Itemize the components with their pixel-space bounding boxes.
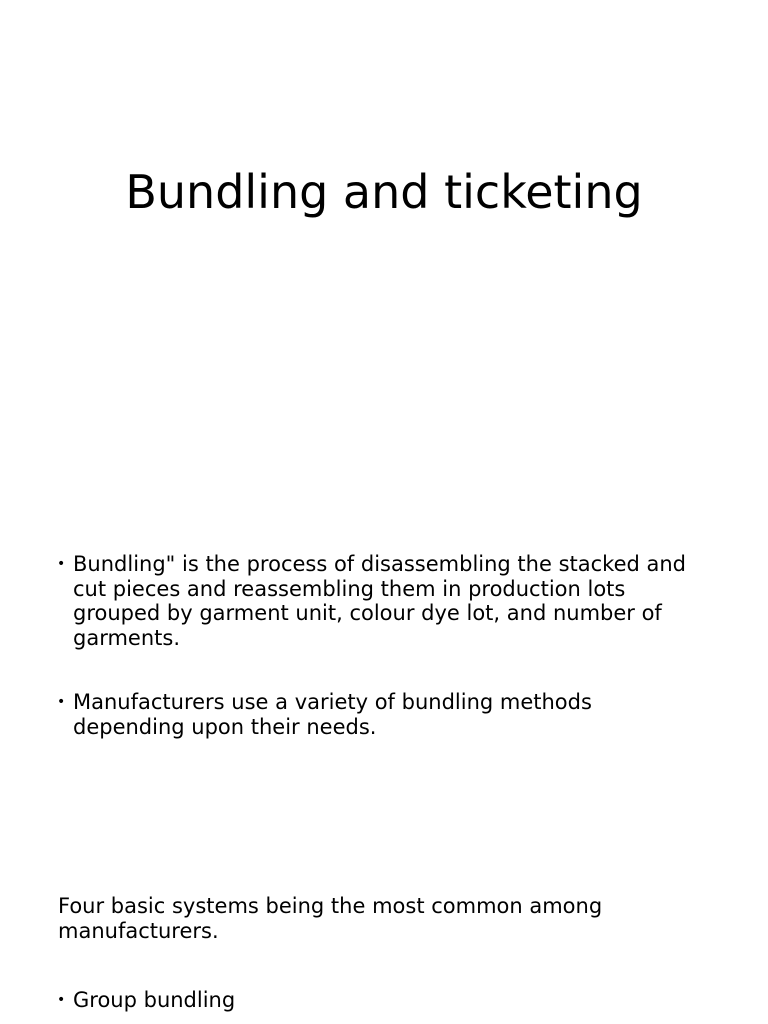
bullet-dot-icon: • [57, 694, 66, 710]
systems-paragraph: Four basic systems being the most common among manufacturers. [58, 894, 603, 943]
bullet-item [57, 552, 697, 650]
slide-title: Bundling and ticketing [125, 165, 643, 219]
bullet-item [57, 690, 697, 739]
bullet-dot-icon: • [57, 556, 66, 572]
bullet-text: Group bundling [73, 988, 236, 1012]
bullet-text: Manufacturers use a variety of bundling methods depending upon their needs. [73, 690, 592, 739]
bullet-text: Bundling" is the process of disassembling the stacked and cut pieces and reassembling them in production lots grouped by garment unit, colour dye lot, and number of garments. [73, 552, 686, 650]
bullet-item [57, 988, 697, 1013]
bullet-dot-icon: • [57, 992, 66, 1008]
